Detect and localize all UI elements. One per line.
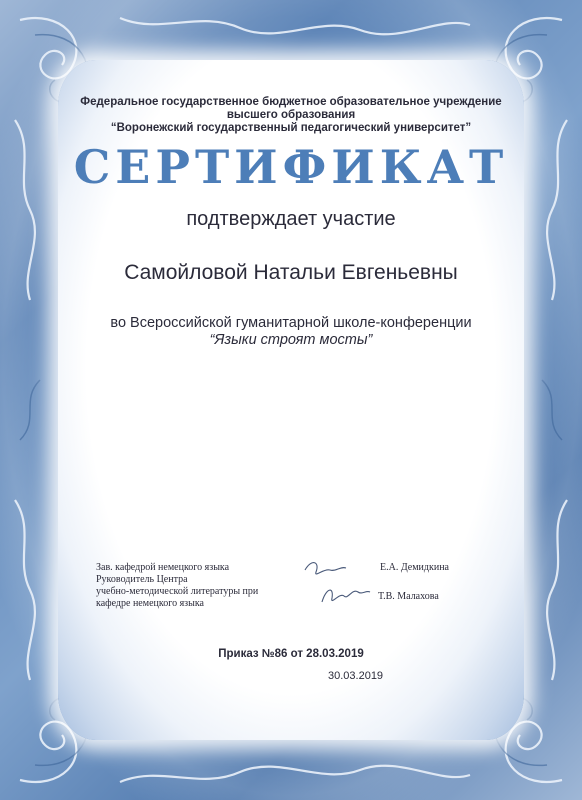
position-line-1: Зав. кафедрой немецкого языка xyxy=(96,562,230,573)
signer-2-name: Т.В. Малахова xyxy=(378,591,439,602)
event-description xyxy=(0,315,582,349)
issue-date: 30.03.2019 xyxy=(328,670,384,682)
position-line-2: Руководитель Центра xyxy=(96,574,188,585)
institution-line-2: высшего образования xyxy=(226,109,356,121)
signature-positions xyxy=(96,562,296,610)
recipient-name: Самойловой Натальи Евгеньевны xyxy=(124,261,458,284)
event-line-1: во Всероссийской гуманитарной школе-конференции xyxy=(110,315,472,331)
order-reference: Приказ №86 от 28.03.2019 xyxy=(218,648,364,660)
certificate-title: СЕРТИФИКАТ xyxy=(73,140,509,194)
position-line-3: учебно-методической литературы при xyxy=(96,586,259,597)
confirms-participation: подтверждает участие xyxy=(186,208,396,230)
signer-1-name: Е.А. Демидкина xyxy=(380,562,449,573)
event-name: “Языки строят мосты” xyxy=(209,332,373,348)
institution-line-3: “Воронежский государственный педагогический университет” xyxy=(110,122,472,134)
handwritten-signatures xyxy=(300,552,380,612)
institution-line-1: Федеральное государственное бюджетное образовательное учреждение xyxy=(80,96,502,108)
position-line-4: кафедре немецкого языка xyxy=(96,598,204,609)
